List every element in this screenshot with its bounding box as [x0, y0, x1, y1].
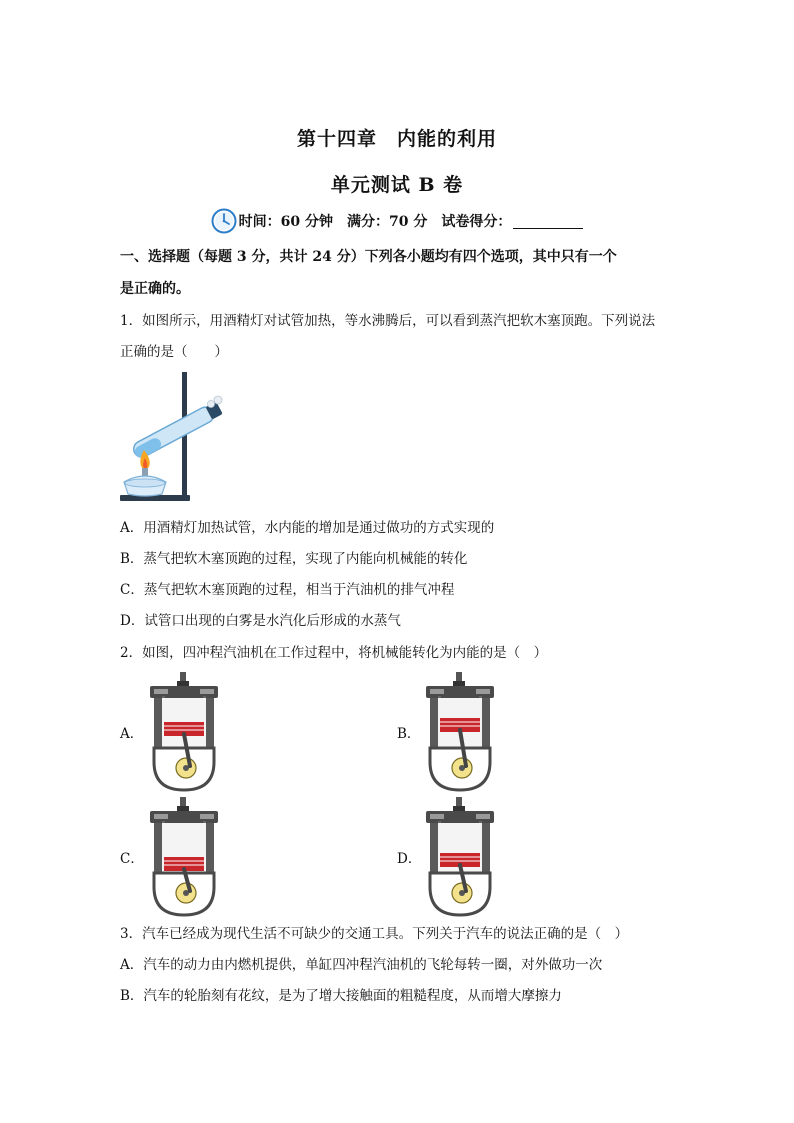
q2-stem: 2．如图，四冲程汽油机在工作过程中，将机械能转化为内能的是（ ）	[120, 645, 548, 661]
q1-option-b: B．蒸气把软木塞顶跑的过程，实现了内能向机械能的转化	[120, 551, 468, 567]
clock-icon	[211, 208, 237, 234]
engine-diagram-b	[422, 670, 498, 792]
chapter-title: 第十四章 内能的利用	[296, 128, 497, 150]
time-text: 时间：60 分钟	[238, 214, 333, 230]
section-heading-line1: 一、选择题（每题 3 分，共计 24 分）下列各小题均有四个选项，其中只有一个	[120, 249, 617, 265]
engine-diagram-a	[146, 670, 222, 792]
section-heading-line2: 是正确的。	[120, 281, 190, 297]
q3-option-b: B．汽车的轮胎刻有花纹，是为了增大接触面的粗糙程度，从而增大摩擦力	[120, 988, 562, 1004]
q1-option-c: C．蒸气把软木塞顶跑的过程，相当于汽油机的排气冲程	[120, 582, 455, 598]
engine-diagram-c	[146, 795, 222, 917]
q1-option-a: A．用酒精灯加热试管，水内能的增加是通过做功的方式实现的	[120, 520, 495, 536]
q2-label-d: D．	[397, 851, 422, 867]
score-blank	[513, 214, 583, 229]
q2-label-c: C．	[120, 851, 144, 867]
unit-title: 单元测试 B 卷	[330, 174, 464, 196]
q1-stem-line1: 1．如图所示，用酒精灯对试管加热，等水沸腾后，可以看到蒸汽把软木塞顶跑。下列说法	[120, 313, 656, 329]
q1-stem-line2: 正确的是（ ）	[120, 344, 228, 360]
q2-label-b: B．	[397, 726, 421, 742]
full-score-text: 满分：70 分	[347, 214, 428, 230]
score-label: 试卷得分：	[441, 214, 512, 230]
engine-diagram-d	[422, 795, 498, 917]
q1-option-d: D．试管口出现的白雾是水汽化后形成的水蒸气	[120, 613, 401, 629]
exam-meta	[0, 208, 794, 234]
q2-label-a: A．	[120, 726, 144, 742]
q3-option-a: A．汽车的动力由内燃机提供，单缸四冲程汽油机的飞轮每转一圈，对外做功一次	[120, 957, 603, 973]
q3-stem: 3．汽车已经成为现代生活不可缺少的交通工具。下列关于汽车的说法正确的是（ ）	[120, 926, 629, 942]
alcohol-lamp-test-tube-figure	[118, 370, 238, 508]
